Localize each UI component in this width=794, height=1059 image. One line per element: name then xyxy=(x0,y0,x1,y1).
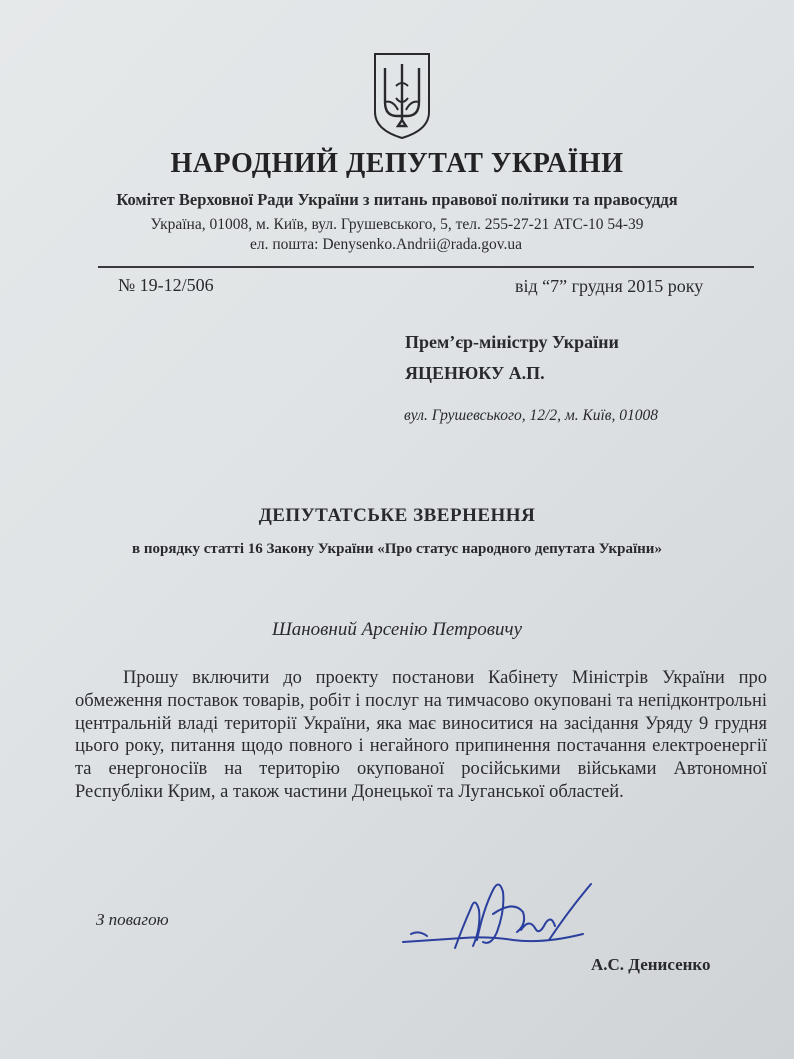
recipient-title: Прем’єр-міністру України xyxy=(405,332,619,352)
document-date: від “7” грудня 2015 року xyxy=(515,276,704,296)
letterhead-title: НАРОДНИЙ ДЕПУТАТ УКРАЇНИ xyxy=(170,148,624,179)
appeal-title: ДЕПУТАТСЬКЕ ЗВЕРНЕННЯ xyxy=(258,505,536,526)
handwritten-signature-icon xyxy=(393,870,608,970)
letterhead-divider xyxy=(98,266,754,268)
registration-number: № 19-12/506 xyxy=(118,275,214,295)
recipient-address: вул. Грушевського, 12/2, м. Київ, 01008 xyxy=(404,407,659,424)
trident-coat-of-arms-icon xyxy=(371,50,433,142)
letterhead-email: ел. пошта: Denysenko.Andrii@rada.gov.ua xyxy=(250,236,523,253)
appeal-subtitle: в порядку статті 16 Закону України «Про статус народного депутата України» xyxy=(132,541,662,557)
salutation: Шановний Арсенію Петровичу xyxy=(271,619,523,640)
signer-name: А.С. Денисенко xyxy=(591,955,711,974)
recipient-name: ЯЦЕНЮКУ А.П. xyxy=(405,363,545,383)
letterhead-address: Україна, 01008, м. Київ, вул. Грушевського, 5, тел. 255-27-21 АТС-10 54-39 xyxy=(150,216,644,233)
committee-name: Комітет Верховної Ради України з питань правової політики та правосуддя xyxy=(116,190,678,209)
closing-regards: З повагою xyxy=(96,910,169,929)
letter-body: Прошу включити до проекту постанови Кабінету Міністрів України про обмеження поставок товарів, робіт і послуг на тимчасово окуповані та непідконтрольні центральній владі території України, яка має виноситися на засідання Уряду 9 грудня цього року, питання щодо повного і негайного припинення постачання електроенергії та енергоносіїв на територію окупованої російськими військами Автономної Республіки Крим, а також частини Донецької та Луганської областей. xyxy=(75,668,767,802)
